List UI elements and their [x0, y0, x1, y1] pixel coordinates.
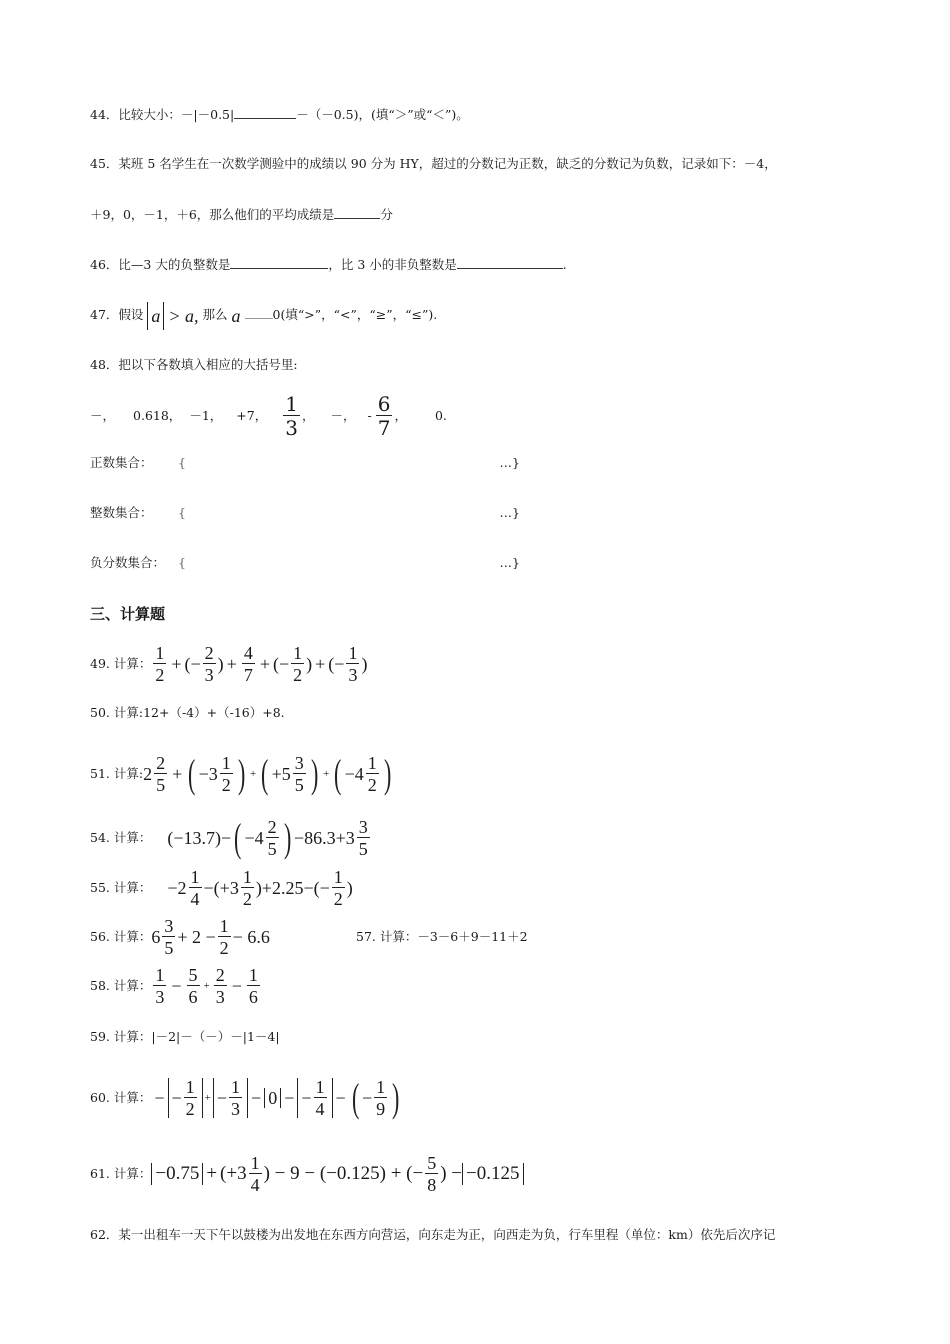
denominator: 7 — [377, 416, 391, 440]
denominator: 3 — [285, 416, 298, 440]
question-59: 59. 计算：|－2|－（－）－|1－4| — [90, 1029, 280, 1044]
q47-suffix: 0(填“>”，“<”，“≥”，“≤”). — [272, 307, 438, 322]
q55-expression: −2 $\frac{1}{4}$ −(+3 $\frac{1}{2}$ )+2.25−(− $\frac{1}{2}$ ) — [167, 867, 353, 909]
q47-then: 那么 — [202, 307, 228, 322]
brace-open: { — [178, 555, 186, 570]
q48-num-6: －， — [330, 408, 356, 423]
q48-num-2: 0.618， — [133, 408, 182, 423]
set-label: 正数集合： — [90, 455, 153, 470]
numerator: 1 — [285, 392, 298, 416]
q44-prefix: 44．比较大小：－|－0.5| — [90, 107, 235, 122]
q51-expression: 2 $\frac{2}{5}$ + ( −3 $\frac{1}{2}$ ) + ( +5 $\frac{3}{5}$ ) + ( −4 $\frac{1}{2}$ ) — [143, 751, 392, 796]
set-negative-fractions — [90, 553, 520, 573]
q47-answer-blank[interactable] — [245, 306, 273, 319]
set-positive-numbers — [90, 453, 520, 473]
question-58 — [90, 963, 262, 1009]
brace-close: …} — [499, 505, 520, 520]
q60-expression: − − $\frac{1}{2}$ + − $\frac{1}{3}$ − 0 − − $\frac{1}{4}$ − ( − $\frac{1}{9}$ ) — [154, 1075, 400, 1120]
q49-expression: $\frac{1}{2}$ + (− $\frac{2}{3}$ ) + $\frac{4}{7}$ + (− $\frac{1}{2}$ ) + (− $\frac{1}{3}$ ) — [155, 643, 368, 685]
q56-label: 56. 计算： — [90, 929, 152, 944]
q48-num-4: +7， — [236, 408, 268, 423]
q47-inequality — [147, 302, 198, 330]
q60-label: 60. 计算： — [90, 1090, 152, 1105]
question-54 — [90, 815, 372, 861]
question-46 — [90, 255, 567, 275]
q61-label: 61. 计算： — [90, 1166, 152, 1181]
section-title-calculation: 三、计算题 — [90, 605, 166, 623]
q45-line2-prefix: ＋9，0，－1，＋6，那么他们的平均成绩是 — [90, 207, 335, 222]
question-44 — [90, 105, 469, 125]
q56-expression: 6 $\frac{3}{5}$ + 2 − $\frac{1}{2}$ − 6.6 — [151, 916, 270, 958]
q61-expression: −0.75 + (+3 $\frac{1}{4}$ ) − 9 − (−0.125) + (− $\frac{5}{8}$ ) − −0.125 — [151, 1154, 523, 1194]
q58-label: 58. 计算： — [90, 978, 152, 993]
brace-close: …} — [499, 555, 520, 570]
brace-close: …} — [499, 455, 520, 470]
q51-label: 51. 计算: — [90, 766, 144, 781]
brace-open: { — [178, 505, 186, 520]
q47-var-a: a — [231, 305, 241, 326]
brace-open: { — [178, 455, 186, 470]
q49-label: 49. 计算： — [90, 656, 152, 671]
q44-answer-blank[interactable] — [234, 106, 296, 119]
set-label: 整数集合： — [90, 505, 153, 520]
comma: ， — [394, 408, 407, 423]
set-label: 负分数集合： — [90, 555, 166, 570]
question-56 — [90, 914, 270, 960]
q46-part3: . — [562, 257, 567, 272]
question-55 — [90, 866, 353, 910]
q47-abs-a: a — [147, 302, 164, 330]
q47-gt-a: > a, — [168, 305, 199, 326]
question-61 — [90, 1150, 524, 1198]
q54-expression: (−13.7)− ( −4 $\frac{2}{5}$ ) −86.3+3 $\frac{3}{5}$ — [167, 815, 368, 860]
question-45-line1: 45．某班 5 名学生在一次数学测验中的成绩以 90 分为 HY，超过的分数记为正数，缺乏的分数记为负数，记录如下：－4， — [90, 156, 777, 171]
question-45-line2 — [90, 205, 393, 225]
question-60 — [90, 1072, 402, 1124]
question-51 — [90, 748, 394, 800]
q45-unit: 分 — [380, 207, 393, 222]
q58-expression: $\frac{1}{3}$ − $\frac{5}{6}$ + $\frac{2}{3}$ − $\frac{1}{6}$ — [155, 965, 258, 1007]
question-50: 50. 计算:12+（-4）+（-16）+8. — [90, 705, 285, 720]
comma: ， — [301, 408, 315, 423]
q48-fraction-six-sevenths — [376, 394, 393, 438]
q48-neg-sign: - — [367, 408, 372, 423]
q46-part2: ，比 3 小的非负整数是 — [328, 257, 457, 272]
question-49 — [90, 640, 367, 688]
q48-num-8: 0. — [434, 408, 447, 423]
q47-prefix: 47．假设 — [90, 307, 144, 322]
question-57: 57. 计算：－3－6＋9－11＋2 — [356, 929, 528, 944]
q46-blank-1[interactable] — [230, 256, 328, 269]
question-48-title: 48．把以下各数填入相应的大括号里: — [90, 357, 298, 372]
q46-blank-2[interactable] — [457, 256, 563, 269]
q55-label: 55. 计算： — [90, 880, 152, 895]
question-62: 62．某一出租车一天下午以鼓楼为出发地在东西方向营运，向东走为正，向西走为负，行车里程（单位：km）依先后次序记 — [90, 1227, 776, 1242]
question-47 — [90, 301, 437, 330]
q45-answer-blank[interactable] — [334, 206, 380, 219]
q44-suffix: －（－0.5)，(填“＞”或“＜”)。 — [296, 107, 469, 122]
q48-fraction-one-third — [283, 394, 300, 438]
question-48-numbers — [90, 393, 447, 439]
set-integers — [90, 503, 520, 523]
q48-num-3: －1， — [189, 408, 223, 423]
numerator: 6 — [377, 392, 391, 416]
q48-num-1: －， — [90, 408, 116, 423]
q46-part1: 46．比—3 大的负整数是 — [90, 257, 231, 272]
q54-label: 54. 计算： — [90, 830, 152, 845]
